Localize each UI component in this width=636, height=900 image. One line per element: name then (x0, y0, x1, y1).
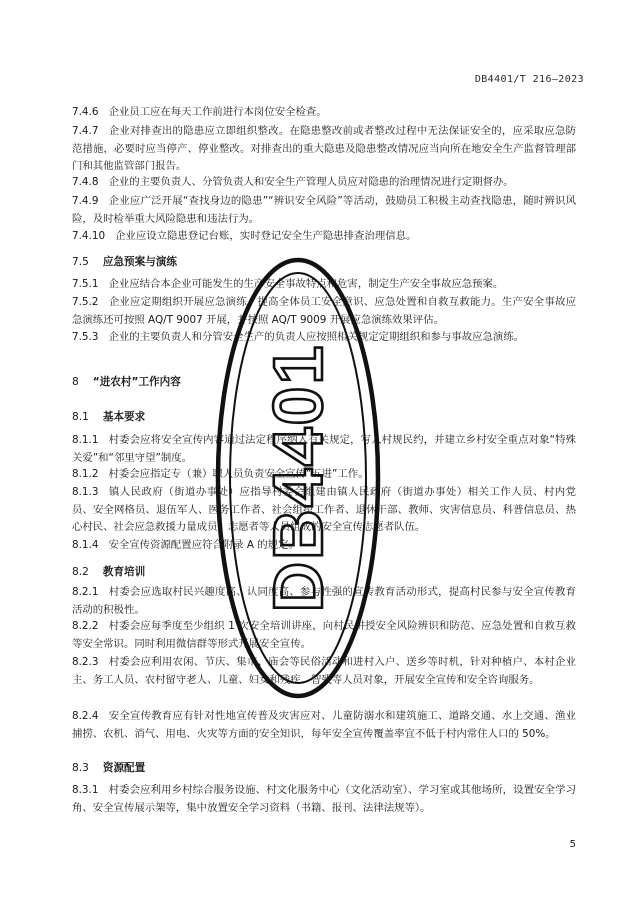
clause-number: 8.2.3 (72, 656, 99, 668)
clause-text: 镇人民政府（街道办事处）应指导村委会组建由镇人民政府（街道办事处）相关工作人员、村内党员、安全网格员、退伍军人、医务工作者、社会组织工作者、退休干部、教师、灾害信息员、科普信息员、热心村民、社会应急救援力量成员、志愿者等人员组成的安全宣传志愿者队伍。 (72, 486, 576, 533)
clause-text: 安全宣传资源配置应符合附录 A 的规定。 (108, 539, 299, 551)
heading-8-2 (72, 564, 145, 579)
clause-7-4-9 (72, 193, 576, 228)
clause-text: 企业应定期组织开展应急演练，提高全体员工安全意识、应急处置和自救互救能力。生产安全事故应急演练还可按照 AQ/T 9007 开展，并按照 AQ/T 9009 开展应急演练效果评估。 (72, 296, 576, 326)
stamp-text: DB4401 (259, 343, 337, 613)
clause-number: 7.5.3 (72, 331, 99, 343)
clause-text: 企业的主要负责人、分管负责人和安全生产管理人员应对隐患的治理情况进行定期督办。 (108, 176, 514, 188)
clause-text: 村委会应每季度至少组织 1 次安全培训讲座，向村民讲授安全风险辨识和防范、应急处置和自救互救等安全常识。同时利用微信群等形式开展安全宣传。 (72, 620, 576, 650)
clause-8-2-4 (72, 708, 576, 743)
clause-number: 7.4.10 (72, 230, 106, 242)
clause-7-4-7 (72, 123, 576, 176)
clause-text: 企业应广泛开展“查找身边的隐患”“辨识安全风险”等活动，鼓励员工积极主动查找隐患，随时辨识风险，及时检举重大风险隐患和违法行为。 (72, 195, 576, 225)
clause-8-3-1 (72, 782, 576, 817)
heading-title: 应急预案与演练 (102, 256, 178, 268)
clause-8-2-3 (72, 654, 576, 689)
heading-number: 7.5 (72, 256, 89, 268)
clause-8-1-1 (72, 432, 576, 467)
clause-text: 村委会应利用农闲、节庆、集市、庙会等民俗活动和进村入户、送乡等时机，针对种植户、本村企业主、务工人员、农村留守老人、儿童、妇女和残疾、智残等人员对象，开展安全宣传和安全咨询服务。 (72, 656, 576, 686)
heading-number: 8.3 (72, 762, 89, 774)
clause-7-5-3 (72, 329, 576, 347)
clause-number: 8.2.4 (72, 710, 99, 722)
heading-title: 资源配置 (102, 762, 146, 774)
clause-number: 8.1.2 (72, 468, 99, 480)
clause-7-4-6 (72, 104, 576, 122)
clause-number: 8.2.2 (72, 620, 99, 632)
clause-8-2-1 (72, 584, 576, 619)
clause-text: 村委会应选取村民兴趣度高、认同度高、参与性强的宣传教育活动形式，提高村民参与安全宣传教育活动的积极性。 (72, 586, 576, 616)
clause-text: 村委会应指定专（兼）职人员负责安全宣传“五进”工作。 (108, 468, 369, 480)
clause-number: 8.1.3 (72, 486, 99, 498)
clause-text: 安全宣传教育应有针对性地宣传普及灾害应对、儿童防溺水和建筑施工、道路交通、水上交通、渔业捕捞、农机、消气、用电、火灾等方面的安全知识，每年安全宣传覆盖率宜不低于村内常住人口的 50%。 (72, 710, 576, 740)
clause-number: 8.3.1 (72, 784, 99, 796)
clause-text: 企业员工应在每天工作前进行本岗位安全检查。 (108, 106, 327, 118)
heading-number: 8.1 (72, 411, 89, 423)
heading-7-5 (72, 254, 177, 269)
heading-title: 基本要求 (102, 411, 146, 423)
clause-text: 村委会应利用乡村综合服务设施、村文化服务中心（文化活动室）、学习室或其他场所，设置安全学习角、安全宣传展示架等，集中放置安全学习资料（书籍、报刊、法律法规等）。 (72, 784, 576, 814)
heading-8-3 (72, 760, 145, 775)
clause-text: 企业的主要负责人和分管安全生产的负责人应按照相关规定定期组织和参与事故应急演练。 (108, 331, 525, 343)
clause-7-5-2 (72, 294, 576, 329)
clause-number: 7.5.2 (72, 296, 99, 308)
clause-7-4-8 (72, 174, 576, 192)
heading-8 (72, 374, 181, 389)
clause-text: 村委会应将安全宣传内容通过法定程序纳入有关规定，写入村规民约，并建立乡村安全重点对象“特殊关爱”和“邻里守望”制度。 (72, 434, 576, 464)
clause-number: 7.4.6 (72, 106, 99, 118)
clause-number: 7.5.1 (72, 278, 99, 290)
page-number: 5 (569, 839, 576, 850)
heading-number: 8 (72, 376, 79, 388)
clause-text: 企业对排查出的隐患应立即组织整改。在隐患整改前或者整改过程中无法保证安全的，应采取应急防范措施，必要时应当停产、停业整改。对排查出的重大隐患及隐患整改情况应当向所在地安全生产监督管理部门和其他监管部门报告。 (72, 125, 576, 172)
clause-7-4-10 (72, 228, 576, 246)
clause-number: 8.1.4 (72, 539, 99, 551)
heading-title: 教育培训 (102, 566, 146, 578)
clause-text: 企业应设立隐患登记台账，实时登记安全生产隐患排查治理信息。 (115, 230, 417, 242)
clause-number: 8.2.1 (72, 586, 99, 598)
clause-number: 7.4.9 (72, 195, 99, 207)
clause-8-2-2 (72, 618, 576, 653)
clause-text: 企业应结合本企业可能发生的生产安全事故特点和危害，制定生产安全事故应急预案。 (108, 278, 504, 290)
clause-8-1-4 (72, 537, 576, 555)
heading-8-1 (72, 409, 145, 424)
clause-number: 7.4.7 (72, 125, 99, 137)
heading-title: “进农村”工作内容 (92, 376, 181, 388)
standard-code-header: DB4401/T 216—2023 (474, 74, 584, 85)
clause-number: 7.4.8 (72, 176, 99, 188)
clause-8-1-3 (72, 484, 576, 537)
clause-8-1-2 (72, 466, 576, 484)
clause-7-5-1 (72, 276, 576, 294)
clause-number: 8.1.1 (72, 434, 99, 446)
heading-number: 8.2 (72, 566, 89, 578)
